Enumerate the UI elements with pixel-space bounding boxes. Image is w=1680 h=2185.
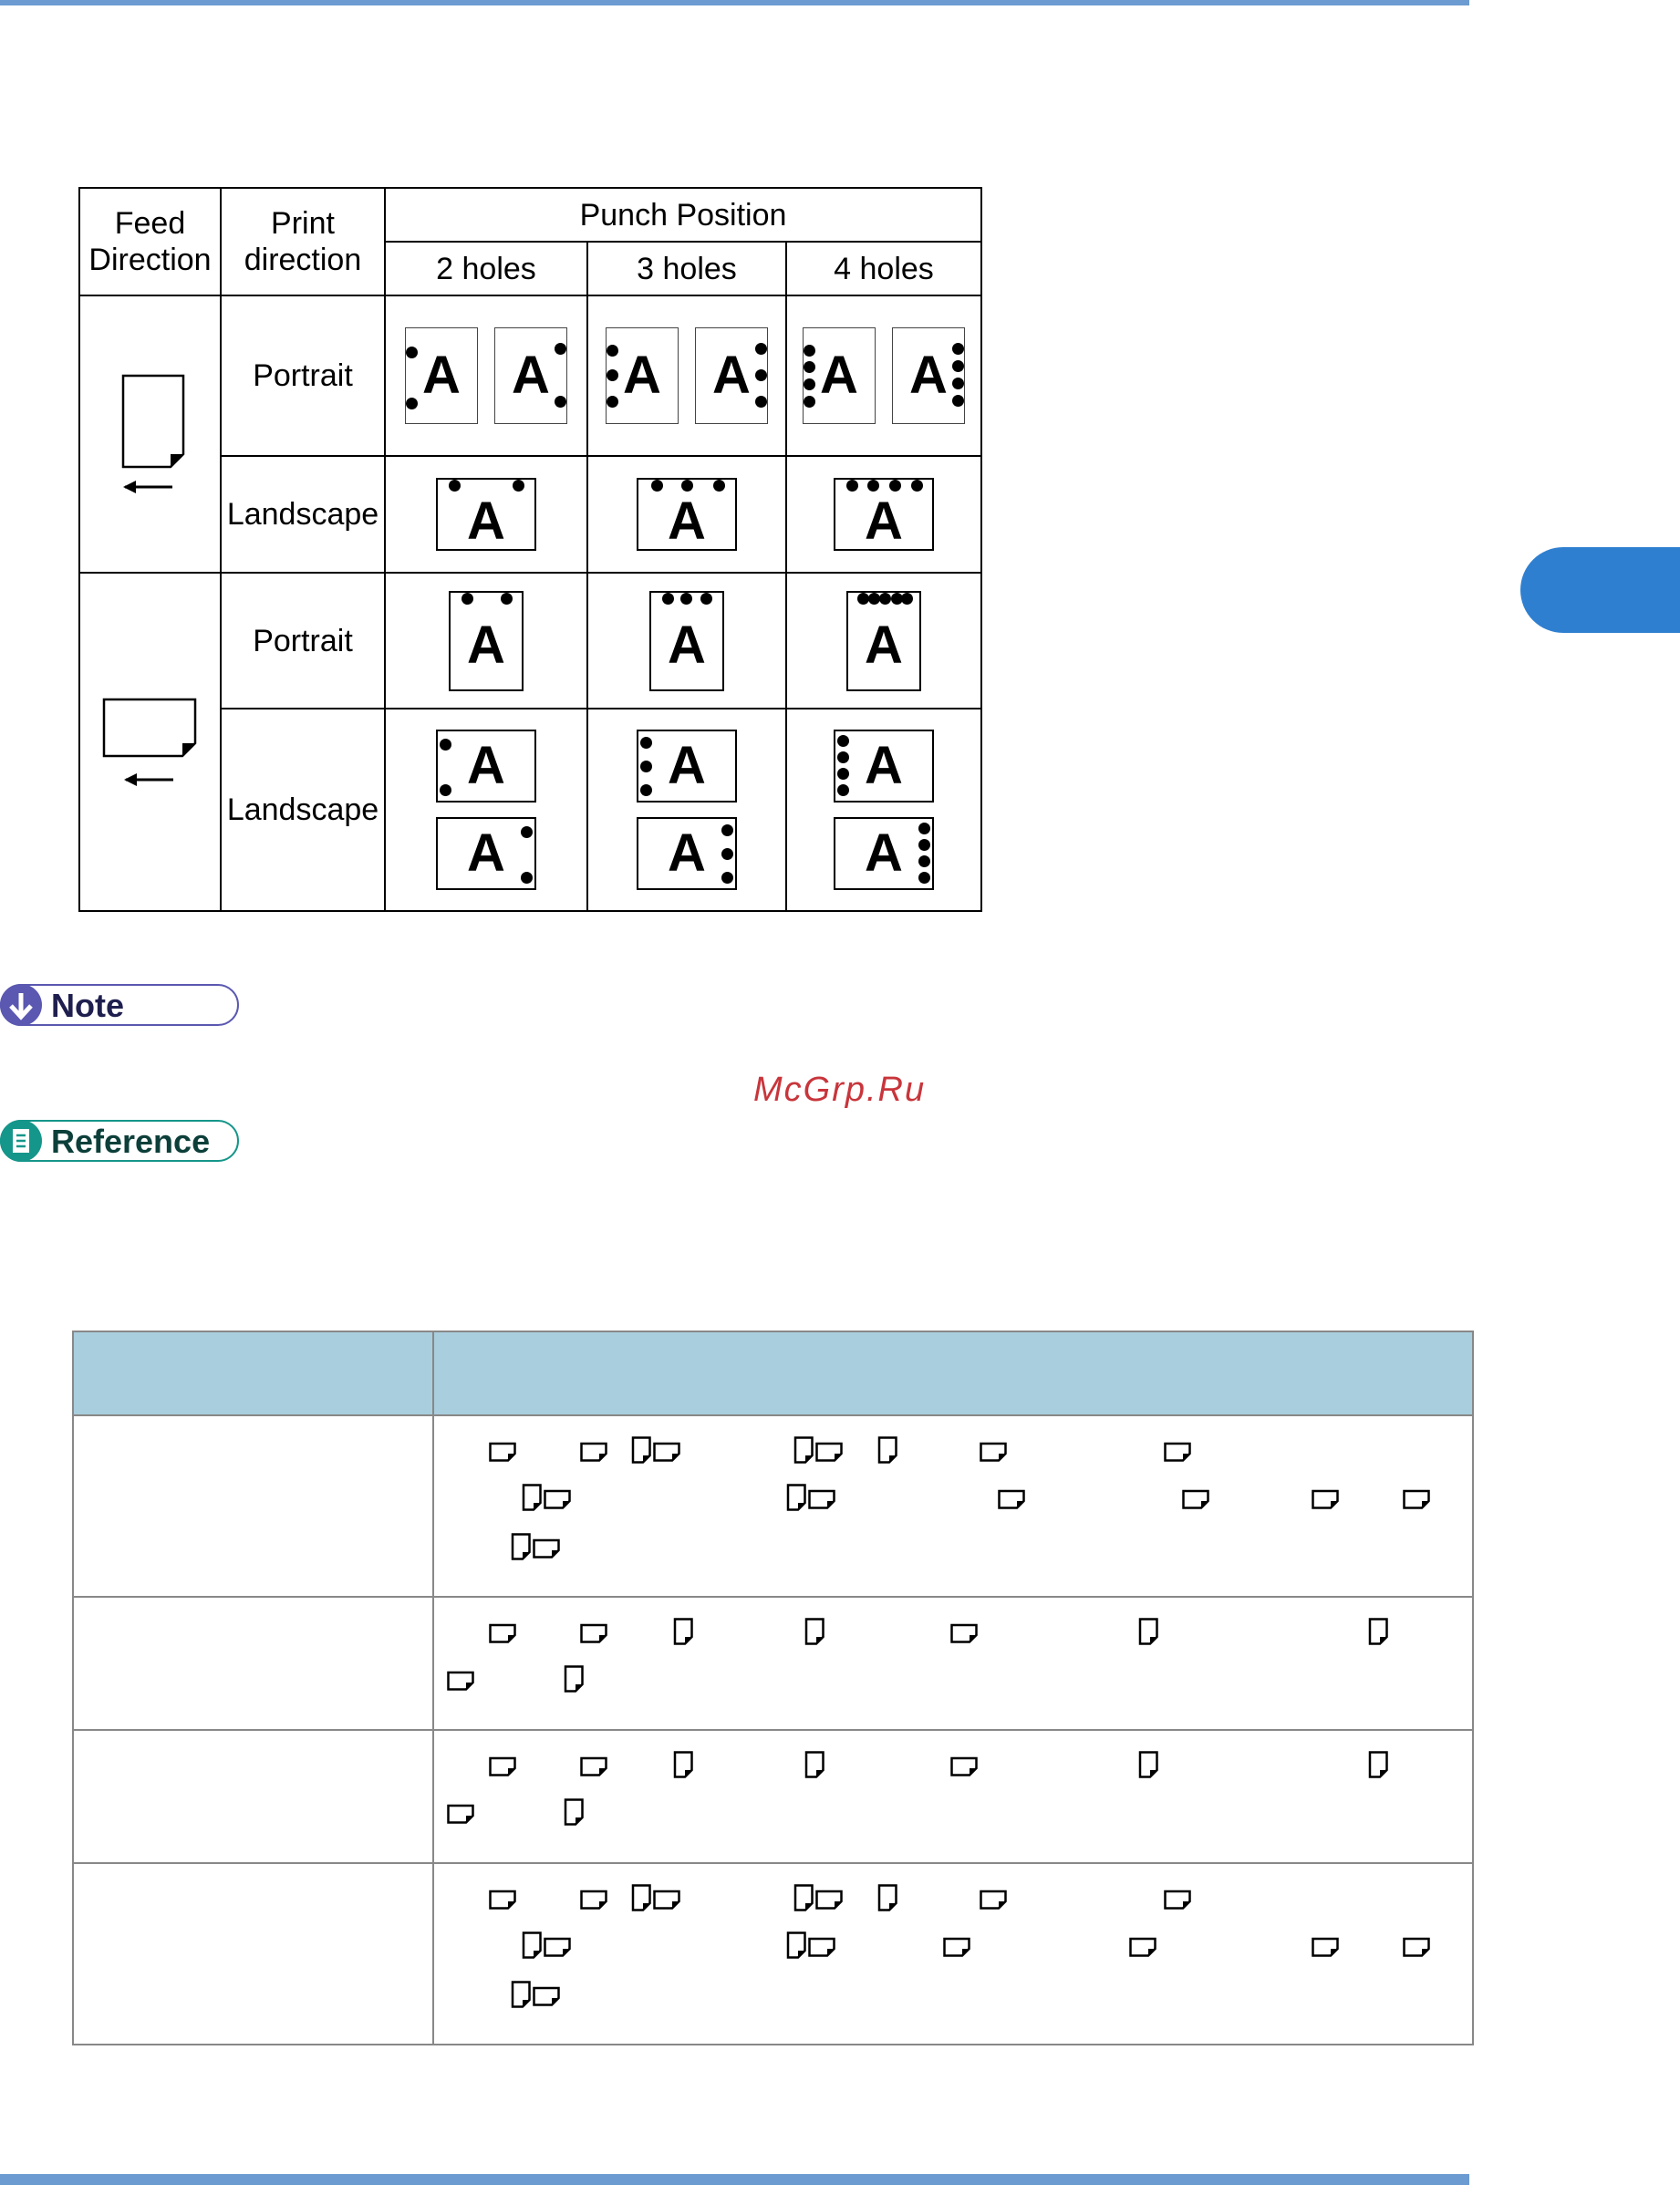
landscape-paper-icon xyxy=(489,1442,516,1466)
punch-hole xyxy=(440,739,451,751)
landscape-paper-icon xyxy=(950,1756,978,1781)
portrait-paper-icon xyxy=(673,1751,693,1783)
punch-hole xyxy=(607,345,618,357)
landscape-paper-icon xyxy=(1312,1489,1339,1514)
landscape-paper-icon xyxy=(1164,1442,1191,1466)
table-cell xyxy=(433,1597,1473,1730)
landscape-feed-icon xyxy=(96,692,205,792)
punch-page-icon: A xyxy=(834,817,934,890)
punch-page-icon: A xyxy=(803,327,876,424)
punch-hole xyxy=(555,343,566,355)
feed-direction-header: Feed Direction xyxy=(79,188,221,295)
landscape-paper-icon xyxy=(815,1442,843,1466)
punch-hole xyxy=(837,735,849,747)
landscape-paper-icon xyxy=(489,1623,516,1648)
punch-page-icon: A xyxy=(436,730,536,803)
punch-hole xyxy=(889,480,901,492)
paper-icon-set xyxy=(434,1731,1472,1862)
punch-hole xyxy=(952,395,964,407)
punch-page-icon: A xyxy=(405,327,478,424)
punch-hole xyxy=(513,480,524,492)
punch-hole xyxy=(846,480,858,492)
punch-hole xyxy=(755,369,767,381)
table-cell xyxy=(73,1597,433,1730)
landscape-paper-icon xyxy=(1312,1937,1339,1962)
punch-hole xyxy=(521,826,533,838)
punch-hole xyxy=(952,360,964,372)
landscape-paper-icon xyxy=(533,1986,560,2011)
landscape-paper-icon xyxy=(950,1623,978,1648)
punch-hole xyxy=(440,784,451,796)
landscape-paper-icon xyxy=(447,1671,474,1695)
punch-hole xyxy=(721,848,733,860)
paper-icon-set xyxy=(434,1864,1472,2044)
punch-hole xyxy=(804,361,815,373)
punch-cell xyxy=(587,573,786,709)
punch-hole xyxy=(837,784,849,796)
punch-hole xyxy=(680,593,692,605)
punch-hole xyxy=(918,839,930,851)
note-badge xyxy=(0,984,239,1026)
punch-cell xyxy=(587,709,786,911)
punch-page-icon: A xyxy=(606,327,679,424)
feed-direction-landscape-cell xyxy=(79,573,221,911)
portrait-paper-icon xyxy=(877,1884,897,1916)
punch-page-icon: A xyxy=(436,817,536,890)
landscape-paper-icon xyxy=(1164,1890,1191,1914)
portrait-paper-icon xyxy=(804,1618,824,1650)
table-cell xyxy=(433,1863,1473,2045)
table-row xyxy=(73,1730,1473,1863)
portrait-paper-icon xyxy=(522,1931,542,1963)
punch-hole xyxy=(662,593,674,605)
punch-hole xyxy=(901,593,913,605)
punch-hole xyxy=(700,593,712,605)
punch-cell xyxy=(786,573,981,709)
landscape-paper-icon xyxy=(489,1890,516,1914)
landscape-paper-icon xyxy=(580,1756,607,1781)
feed-direction-portrait-cell xyxy=(79,295,221,573)
portrait-paper-icon xyxy=(564,1665,584,1697)
punch-hole xyxy=(406,347,418,358)
top-accent-bar xyxy=(0,0,1469,5)
punch-hole xyxy=(640,737,652,749)
landscape-paper-icon xyxy=(447,1804,474,1828)
landscape-paper-icon xyxy=(653,1890,680,1914)
portrait-paper-icon xyxy=(511,1533,531,1565)
punch-page-icon: A xyxy=(649,591,724,691)
landscape-paper-icon xyxy=(533,1538,560,1563)
table-row xyxy=(73,1597,1473,1730)
punch-hole xyxy=(501,593,513,605)
punch-page-icon: A xyxy=(449,591,524,691)
punch-hole xyxy=(755,343,767,355)
punch-hole xyxy=(681,480,693,492)
document-icon xyxy=(0,1120,42,1162)
down-arrow-icon xyxy=(0,984,42,1026)
landscape-paper-icon xyxy=(815,1890,843,1914)
table-row xyxy=(73,1415,1473,1597)
landscape-paper-icon xyxy=(808,1489,835,1514)
landscape-paper-icon xyxy=(1403,1489,1430,1514)
punch-hole xyxy=(804,396,815,408)
punch-page-icon: A xyxy=(637,478,737,551)
landscape-paper-icon xyxy=(580,1623,607,1648)
punch-cell xyxy=(786,456,981,573)
punch-page-icon: A xyxy=(494,327,567,424)
print-direction-header: Print direction xyxy=(221,188,385,295)
portrait-paper-icon xyxy=(511,1981,531,2013)
landscape-paper-icon xyxy=(653,1442,680,1466)
landscape-paper-icon xyxy=(580,1442,607,1466)
punch-cell xyxy=(385,295,587,456)
portrait-paper-icon xyxy=(673,1618,693,1650)
portrait-paper-icon xyxy=(1138,1618,1158,1650)
table-cell xyxy=(433,1730,1473,1863)
punch-position-table xyxy=(78,187,982,912)
punch-cell xyxy=(587,456,786,573)
punch-hole xyxy=(837,751,849,763)
portrait-paper-icon xyxy=(793,1884,814,1916)
table-cell xyxy=(433,1415,1473,1597)
landscape-paper-icon xyxy=(808,1937,835,1962)
punch-hole xyxy=(918,855,930,867)
table-header-cell xyxy=(433,1331,1473,1415)
reference-badge xyxy=(0,1120,239,1162)
punch-hole xyxy=(406,398,418,409)
punch-hole xyxy=(804,345,815,357)
punch-hole xyxy=(952,343,964,355)
two-holes-header: 2 holes xyxy=(385,242,587,295)
portrait-paper-icon xyxy=(786,1484,806,1516)
punch-hole xyxy=(713,480,725,492)
punch-hole xyxy=(952,378,964,389)
print-direction-cell: Landscape xyxy=(221,456,385,573)
punch-page-icon: A xyxy=(846,591,921,691)
portrait-paper-icon xyxy=(522,1484,542,1516)
paper-icon-set xyxy=(434,1598,1472,1729)
portrait-paper-icon xyxy=(877,1436,897,1468)
bottom-accent-bar xyxy=(0,2174,1469,2185)
chapter-side-tab xyxy=(1520,547,1680,633)
punch-hole xyxy=(918,872,930,884)
punch-hole xyxy=(837,768,849,780)
portrait-paper-icon xyxy=(793,1436,814,1468)
punch-hole xyxy=(521,872,533,884)
print-direction-cell: Landscape xyxy=(221,709,385,911)
punch-position-header: Punch Position xyxy=(385,188,981,242)
punch-hole xyxy=(804,378,815,390)
three-holes-header: 3 holes xyxy=(587,242,786,295)
watermark: McGrp.Ru xyxy=(753,1071,927,1109)
punch-cell xyxy=(385,456,587,573)
landscape-paper-icon xyxy=(489,1756,516,1781)
punch-hole xyxy=(640,784,652,796)
portrait-paper-icon xyxy=(1138,1751,1158,1783)
punch-page-icon: A xyxy=(892,327,965,424)
punch-cell xyxy=(385,573,587,709)
portrait-paper-icon xyxy=(564,1798,584,1830)
punch-hole xyxy=(555,396,566,408)
paper-size-table xyxy=(72,1331,1474,2045)
punch-cell xyxy=(385,709,587,911)
punch-cell xyxy=(587,295,786,456)
punch-hole xyxy=(461,593,473,605)
punch-hole xyxy=(607,369,618,381)
punch-page-icon: A xyxy=(695,327,768,424)
portrait-paper-icon xyxy=(804,1751,824,1783)
punch-page-icon: A xyxy=(637,730,737,803)
landscape-paper-icon xyxy=(943,1937,970,1962)
punch-page-icon: A xyxy=(834,730,934,803)
punch-hole xyxy=(918,823,930,834)
table-row xyxy=(73,1863,1473,2045)
landscape-paper-icon xyxy=(544,1937,571,1962)
punch-hole xyxy=(867,480,879,492)
landscape-paper-icon xyxy=(544,1489,571,1514)
punch-hole xyxy=(449,480,461,492)
portrait-paper-icon xyxy=(631,1436,651,1468)
punch-hole xyxy=(721,824,733,836)
punch-cell xyxy=(786,295,981,456)
print-direction-cell: Portrait xyxy=(221,295,385,456)
punch-page-icon: A xyxy=(834,478,934,551)
punch-page-icon: A xyxy=(637,817,737,890)
table-header-cell xyxy=(73,1331,433,1415)
punch-hole xyxy=(755,396,767,408)
portrait-paper-icon xyxy=(631,1884,651,1916)
landscape-paper-icon xyxy=(580,1890,607,1914)
landscape-paper-icon xyxy=(1403,1937,1430,1962)
portrait-paper-icon xyxy=(1368,1751,1388,1783)
note-label: Note xyxy=(51,987,124,1024)
landscape-paper-icon xyxy=(980,1890,1007,1914)
punch-page-icon: A xyxy=(436,478,536,551)
four-holes-header: 4 holes xyxy=(786,242,981,295)
portrait-paper-icon xyxy=(786,1931,806,1963)
punch-hole xyxy=(640,761,652,772)
landscape-paper-icon xyxy=(998,1489,1025,1514)
print-direction-cell: Portrait xyxy=(221,573,385,709)
reference-label: Reference xyxy=(51,1123,211,1160)
paper-icon-set xyxy=(434,1416,1472,1596)
landscape-paper-icon xyxy=(1129,1937,1156,1962)
table-cell xyxy=(73,1730,433,1863)
landscape-paper-icon xyxy=(1182,1489,1209,1514)
punch-hole xyxy=(721,872,733,884)
table-cell xyxy=(73,1415,433,1597)
table-cell xyxy=(73,1863,433,2045)
punch-hole xyxy=(911,480,923,492)
punch-hole xyxy=(607,396,618,408)
landscape-paper-icon xyxy=(980,1442,1007,1466)
portrait-feed-icon xyxy=(96,370,205,498)
punch-cell xyxy=(786,709,981,911)
punch-hole xyxy=(879,593,891,605)
punch-hole xyxy=(651,480,663,492)
portrait-paper-icon xyxy=(1368,1618,1388,1650)
